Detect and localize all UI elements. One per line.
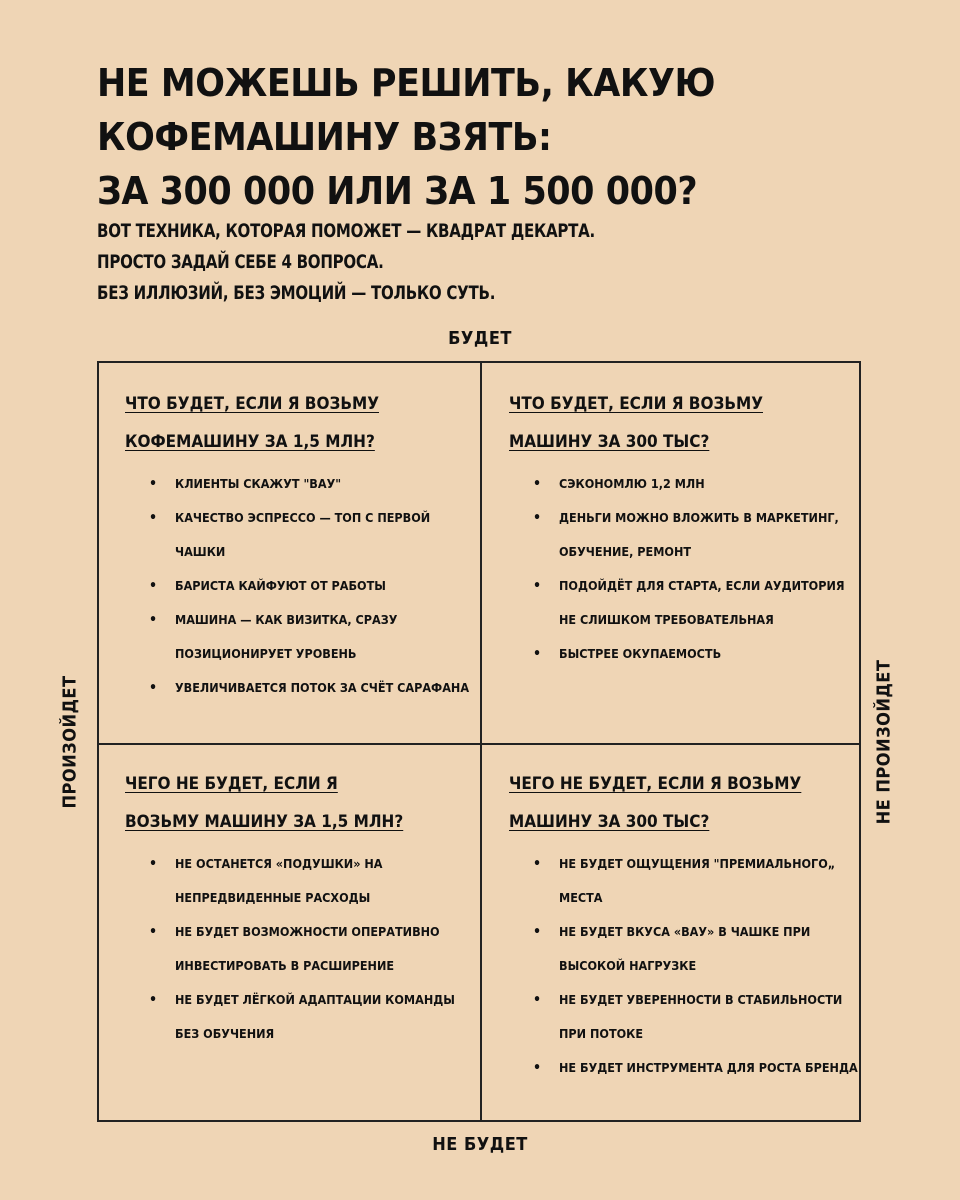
list-item: • КАЧЕСТВО ЭСПРЕССО — ТОП С ПЕРВОЙ ЧАШКИ xyxy=(149,501,475,569)
quadrant-bottom-right xyxy=(509,765,859,1085)
axis-label-right: НЕ ПРОИЗОЙДЕТ xyxy=(873,659,895,825)
vertical-divider xyxy=(480,363,482,1120)
list-item: • ДЕНЬГИ МОЖНО ВЛОЖИТЬ В МАРКЕТИНГ, ОБУЧЕНИЕ, РЕМОНТ xyxy=(533,501,859,569)
list-item: • МАШИНА — КАК ВИЗИТКА, СРАЗУ ПОЗИЦИОНИРУЕТ УРОВЕНЬ xyxy=(149,603,475,671)
quadrant-heading-line-1: ЧЕГО НЕ БУДЕТ, ЕСЛИ Я ВОЗЬМУ xyxy=(509,774,802,794)
subtitle-line-2: ПРОСТО ЗАДАЙ СЕБЕ 4 ВОПРОСА. xyxy=(97,251,384,273)
quadrant-heading-line-2: МАШИНУ ЗА 300 ТЫС? xyxy=(509,432,710,452)
horizontal-divider xyxy=(99,743,859,745)
quadrant-heading-line-2: ВОЗЬМУ МАШИНУ ЗА 1,5 МЛН? xyxy=(125,812,404,832)
quadrant-heading-line-1: ЧЕГО НЕ БУДЕТ, ЕСЛИ Я xyxy=(125,774,338,794)
title-line-1: НЕ МОЖЕШЬ РЕШИТЬ, КАКУЮ xyxy=(97,61,716,105)
subtitle-line-1: ВОТ ТЕХНИКА, КОТОРАЯ ПОМОЖЕТ — КВАДРАТ ДЕКАРТА. xyxy=(97,220,595,242)
quadrant-heading-line-1: ЧТО БУДЕТ, ЕСЛИ Я ВОЗЬМУ xyxy=(125,394,379,414)
quadrant-bottom-left xyxy=(125,765,475,1051)
subtitle xyxy=(97,216,819,309)
quadrant-list xyxy=(125,467,475,705)
quadrant-list xyxy=(509,467,859,671)
list-item: • ПОДОЙДЁТ ДЛЯ СТАРТА, ЕСЛИ АУДИТОРИЯ НЕ СЛИШКОМ ТРЕБОВАТЕЛЬНАЯ xyxy=(533,569,859,637)
quadrant-list xyxy=(509,847,859,1085)
descartes-square xyxy=(97,361,861,1122)
list-item: • НЕ БУДЕТ ОЩУЩЕНИЯ "ПРЕМИАЛЬНОГО„ МЕСТА xyxy=(533,847,859,915)
subtitle-line-3: БЕЗ ИЛЛЮЗИЙ, БЕЗ ЭМОЦИЙ — ТОЛЬКО СУТЬ. xyxy=(97,282,496,304)
list-item: • БЫСТРЕЕ ОКУПАЕМОСТЬ xyxy=(533,637,859,671)
list-item: • НЕ БУДЕТ ЛЁГКОЙ АДАПТАЦИИ КОМАНДЫ БЕЗ ОБУЧЕНИЯ xyxy=(149,983,475,1051)
quadrant-list xyxy=(125,847,475,1051)
axis-label-top: БУДЕТ xyxy=(448,328,512,349)
axis-label-bottom: НЕ БУДЕТ xyxy=(432,1134,528,1155)
quadrant-heading-line-1: ЧТО БУДЕТ, ЕСЛИ Я ВОЗЬМУ xyxy=(509,394,763,414)
list-item: • КЛИЕНТЫ СКАЖУТ "ВАУ" xyxy=(149,467,475,501)
list-item: • СЭКОНОМЛЮ 1,2 МЛН xyxy=(533,467,859,501)
list-item: • НЕ БУДЕТ ВКУСА «ВАУ» В ЧАШКЕ ПРИ ВЫСОКОЙ НАГРУЗКЕ xyxy=(533,915,859,983)
list-item: • НЕ БУДЕТ ВОЗМОЖНОСТИ ОПЕРАТИВНО ИНВЕСТИРОВАТЬ В РАСШИРЕНИЕ xyxy=(149,915,475,983)
title-line-2: КОФЕМАШИНУ ВЗЯТЬ: xyxy=(97,115,552,159)
list-item: • УВЕЛИЧИВАЕТСЯ ПОТОК ЗА СЧЁТ САРАФАНА xyxy=(149,671,475,705)
quadrant-top-right xyxy=(509,385,859,671)
list-item: • НЕ БУДЕТ УВЕРЕННОСТИ В СТАБИЛЬНОСТИ ПРИ ПОТОКЕ xyxy=(533,983,859,1051)
axis-label-left: ПРОИЗОЙДЕТ xyxy=(59,675,81,809)
quadrant-top-left xyxy=(125,385,475,705)
title-line-3: ЗА 300 000 ИЛИ ЗА 1 500 000? xyxy=(97,169,698,213)
quadrant-heading-line-2: МАШИНУ ЗА 300 ТЫС? xyxy=(509,812,710,832)
list-item: • НЕ БУДЕТ ИНСТРУМЕНТА ДЛЯ РОСТА БРЕНДА xyxy=(533,1051,859,1085)
page-title xyxy=(97,56,833,218)
list-item: • НЕ ОСТАНЕТСЯ «ПОДУШКИ» НА НЕПРЕДВИДЕННЫЕ РАСХОДЫ xyxy=(149,847,475,915)
quadrant-heading-line-2: КОФЕМАШИНУ ЗА 1,5 МЛН? xyxy=(125,432,375,452)
list-item: • БАРИСТА КАЙФУЮТ ОТ РАБОТЫ xyxy=(149,569,475,603)
